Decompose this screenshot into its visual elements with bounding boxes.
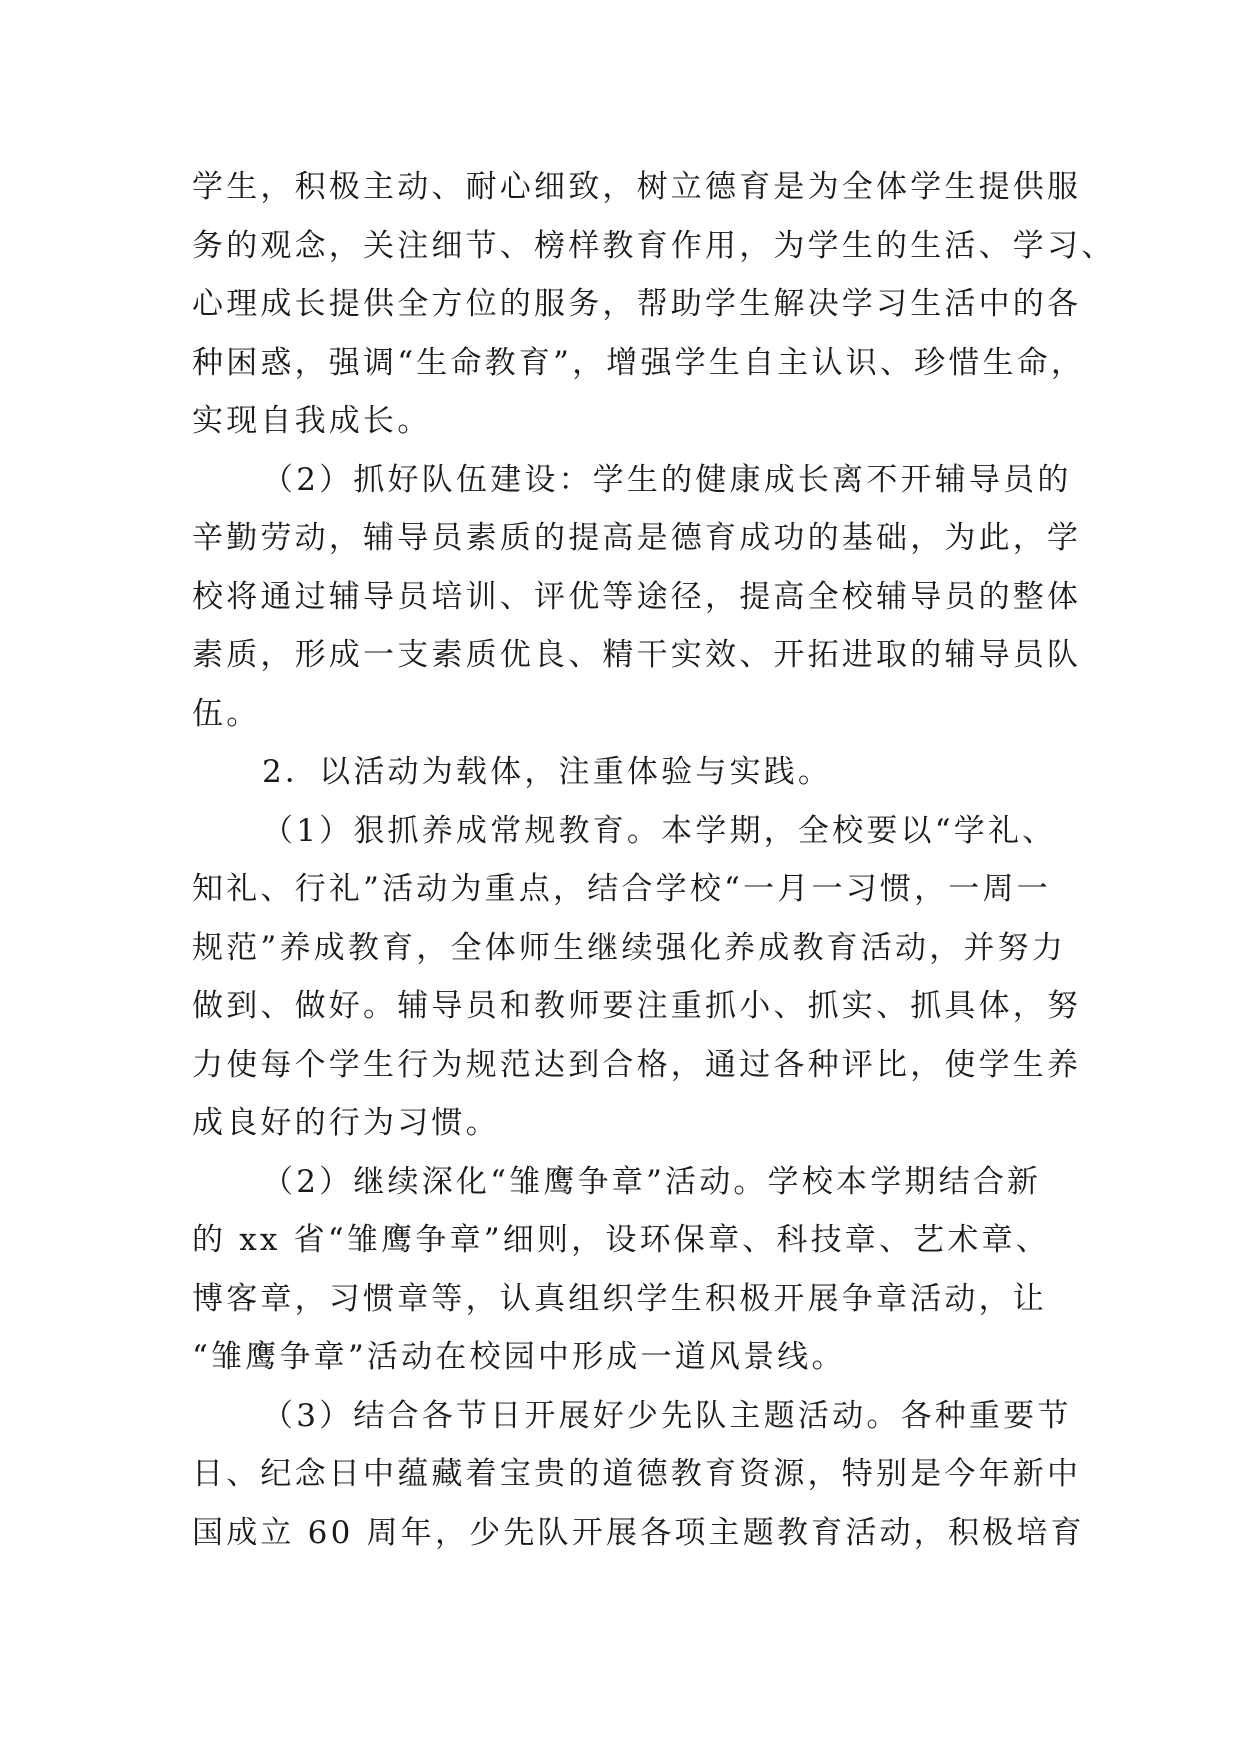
text-line: 辛勤劳动，辅导员素质的提高是德育成功的基础，为此，学 — [192, 520, 1082, 556]
paragraph-start-line: （1）狠抓养成常规教育。本学期，全校要以“学礼、 — [262, 812, 1057, 849]
text-line: 学生，积极主动、耐心细致，树立德育是为全体学生提供服 — [192, 169, 1082, 205]
text-line: “雏鹰争章”活动在校园中形成一道风景线。 — [192, 1339, 846, 1375]
text-line: 成良好的行为习惯。 — [192, 1105, 500, 1141]
text-line: 知礼、行礼”活动为重点，结合学校“一月一习惯，一周一 — [192, 871, 1051, 907]
text-line: 实现自我成长。 — [192, 403, 432, 439]
text-line: 校将通过辅导员培训、评优等途径，提高全校辅导员的整体 — [192, 578, 1082, 615]
paragraph-start-line: （3）结合各节日开展好少先队主题活动。各种重要节 — [262, 1397, 1072, 1434]
paragraph-start-line: （2）继续深化“雏鹰争章”活动。学校本学期结合新 — [262, 1163, 1042, 1200]
text-line: 力使每个学生行为规范达到合格，通过各种评比，使学生养 — [192, 1046, 1082, 1083]
paragraph-start-line: （2）抓好队伍建设：学生的健康成长离不开辅导员的 — [262, 461, 1072, 498]
text-line: 素质，形成一支素质优良、精干实效、开拓进取的辅导员队 — [192, 637, 1082, 673]
text-line: 种困惑，强调“生命教育”，增强学生自主认识、珍惜生命， — [192, 344, 1086, 381]
document-body — [192, 158, 1116, 1562]
text-line: 务的观念，关注细节、榜样教育作用，为学生的生活、学习、 — [192, 227, 1116, 264]
text-line: 的 xx 省“雏鹰争章”细则，设环保章、科技章、艺术章、 — [192, 1222, 1050, 1258]
text-line: 伍。 — [192, 695, 261, 732]
text-line: 国成立 60 周年，少先队开展各项主题教育活动，积极培育 — [192, 1514, 1085, 1551]
text-line: 做到、做好。辅导员和教师要注重抓小、抓实、抓具体，努 — [192, 988, 1082, 1024]
text-line: 心理成长提供全方位的服务，帮助学生解决学习生活中的各 — [192, 286, 1082, 322]
text-line: 日、纪念日中蕴藏着宝贵的道德教育资源，特别是今年新中 — [192, 1456, 1082, 1492]
section-heading-line: 2．以活动为载体，注重体验与实践。 — [262, 754, 833, 790]
text-line: 博客章，习惯章等，认真组织学生积极开展争章活动，让 — [192, 1280, 1047, 1317]
text-line: 规范”养成教育，全体师生继续强化养成教育活动，并努力 — [192, 929, 1067, 966]
